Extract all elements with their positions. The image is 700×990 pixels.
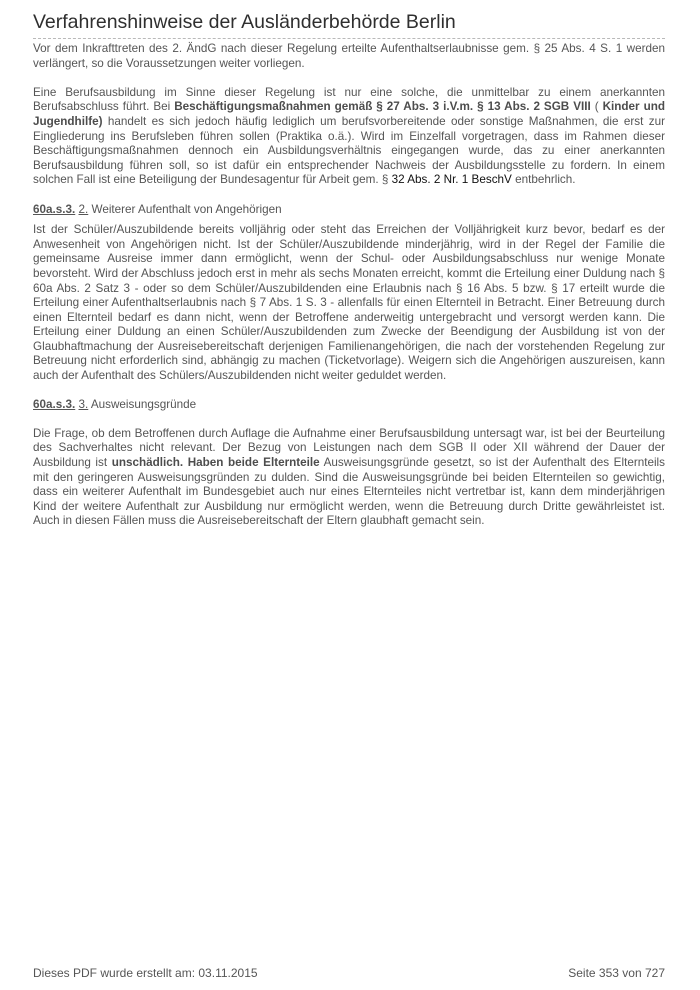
footer-page-number: Seite 353 von 727 [568, 966, 665, 980]
bold-youth-welfare: Kinder und Jugendhilfe) [33, 100, 665, 128]
section-title: Ausweisungsgründe [88, 398, 197, 412]
footer-created-date: Dieses PDF wurde erstellt am: 03.11.2015 [33, 966, 258, 980]
page-title: Verfahrenshinweise der Ausländerbehörde Berlin [33, 10, 665, 39]
subsection-link[interactable]: 3. [78, 398, 89, 412]
text-span: ( [590, 100, 603, 114]
text-span: handelt es sich jedoch häufig lediglich um berufsvorbereitende oder sonstige Maßnahmen, die erst zur Eingliederung ins Berufsleben führen sollen (Praktika o.ä.). Wird im Einzelfall vorgetragen, dass im Rahmen dieser Beschäftigungsmaßnahmen dennoch ein Ausbildungsverhältnis eingegangen wurde, das zu einer anerkannten Berufsausbildung führen soll, so ist dafür ein entsprechender Nachweis der Ausbildungsstelle zu fordern. In einem solchen Fall ist eine Beteiligung der Bundesagentur für Arbeit gem. § [33, 114, 665, 187]
bold-both-parents: unschädlich. Haben beide Elternteile [111, 456, 320, 470]
subsection-link[interactable]: 2. [78, 202, 89, 216]
section-title: Weiterer Aufenthalt von Angehörigen [88, 202, 282, 216]
beschv-link[interactable]: 32 Abs. 2 Nr. 1 BeschV [391, 173, 512, 187]
paragraph-relatives: Ist der Schüler/Auszubildende bereits volljährig oder steht das Erreichen der Volljährigkeit kurz bevor, bedarf es der Anwesenheit von Angehörigen nicht. Ist der Schüler/Auszubildende minderjährig, wird in der Regel der Familie die gemeinsame Ausreise immer dann ermöglicht, wenn der Schul- oder Ausbildungsabschluss nur wenige Monate bevorsteht. Wird der Abschluss jedoch erst in mehr als sechs Monaten erreicht, kommt die Erteilung einer Duldung nach § 60a Abs. 2 Satz 3 - oder so dem Schüler/Auszubildenden eine Erlaubnis nach § 16 Abs. 5 bzw. § 17 erteilt wurde die Erteilung einer Aufenthaltserlaubnis nach § 7 Abs. 1 S. 3 - allenfalls für einen Elternteil in Betracht. Einer Betreuung durch einen Elternteil bedarf es dann nicht, wenn der Betroffene anderweitig untergebracht und versorgt werden kann. Die Erteilung einer Duldung an einen Schüler/Auszubildenden zum Zwecke der Beendigung der Ausbildung ist von der Glaubhaftmachung der Ausreisebereitschaft derjenigen Familienangehörigen, die nach der vorstehenden Regelung zur Betreuung nicht erforderlich sind, abhängig zu machen (Ticketvorlage). Weigern sich die Angehörigen auszureisen, kann auch der Aufenthalt des Schülers/Auszubildenden nicht weiter geduldet werden. [33, 223, 665, 383]
text-span: Eine Berufsausbildung im Sinne dieser Regelung ist nur eine solche, die unmittelbar zu einem anerkannten Berufsabschluss führt. Bei [33, 85, 665, 114]
section-heading-relatives [33, 203, 665, 218]
section-heading-expulsion [33, 398, 665, 413]
paragraph-renewal: Vor dem Inkrafttreten des 2. ÄndG nach dieser Regelung erteilte Aufenthaltserlaubnisse gem. § 25 Abs. 4 S. 1 werden verlängert, so die Voraussetzungen weiter vorliegen. [33, 42, 665, 70]
document-body [33, 42, 665, 544]
section-number[interactable]: 60a.s.3. [33, 202, 76, 216]
paragraph-vocational-training [33, 86, 665, 188]
paragraph-expulsion [33, 427, 665, 529]
text-span: entbehrlich. [511, 173, 576, 187]
text-span: Ausweisungsgründe gesetzt, so ist der Aufenthalt des Elternteils mit den geringeren Ausweisungsgründen zu dulden. Sind die Ausweisungsgründe bei beiden Elternteilen so gewichtig, dass ein weiterer Aufenthalt im Bundesgebiet auch nur eines Elternteiles nicht vertretbar ist, kann dem minderjährigen Kind der weitere Aufenthalt zur Ausbildung nur ermöglicht werden, wenn die Betreuung durch Dritte gewährleistet ist. Auch in diesen Fällen muss die Ausreisebereitschaft der Eltern glaubhaft gemacht sein. [33, 456, 665, 528]
text-span: Die Frage, ob dem Betroffenen durch Auflage die Aufnahme einer Berufsausbildung untersagt war, ist bei der Beurteilung des Sachverhaltes nicht relevant. Der Bezug von Leistungen nach dem SGB II oder XII während der Dauer der Ausbildung ist [33, 426, 665, 470]
bold-legal-reference: Beschäftigungsmaßnahmen gemäß § 27 Abs. 3 i.V.m. § 13 Abs. 2 SGB VIII [174, 100, 591, 114]
section-number[interactable]: 60a.s.3. [33, 398, 76, 412]
